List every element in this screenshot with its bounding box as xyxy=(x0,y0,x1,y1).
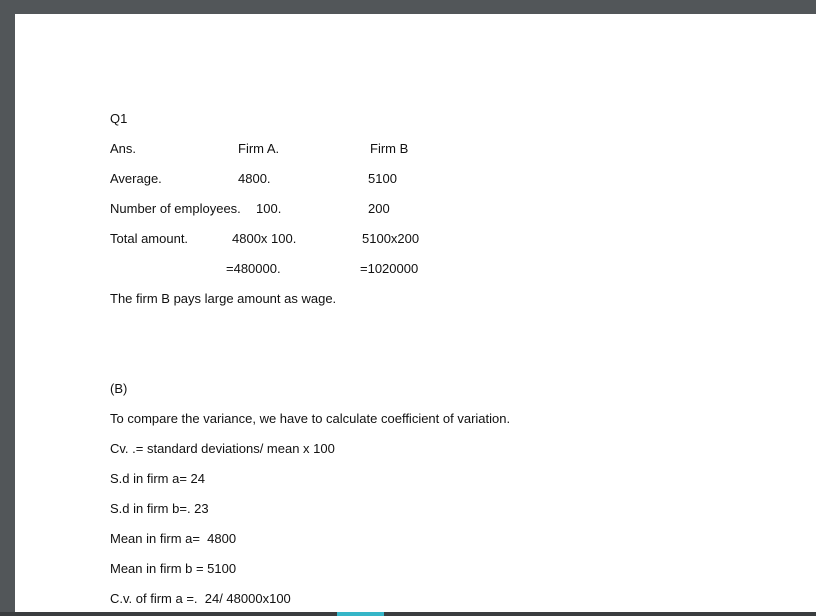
scroll-indicator[interactable] xyxy=(337,612,384,616)
b-heading: (B) xyxy=(110,381,128,396)
b-line-sd-a: S.d in firm a= 24 xyxy=(110,471,206,486)
table-header-label: Ans. xyxy=(110,141,137,156)
table-row-total-label: Total amount. xyxy=(110,231,189,246)
table-row-total-firm-b: 5100x200 xyxy=(362,231,420,246)
table-row-average-firm-b: 5100 xyxy=(368,171,397,186)
viewer-bottom-bar xyxy=(0,612,816,616)
table-row-employees-firm-b: 200 xyxy=(368,201,390,216)
b-line-formula: Cv. .= standard deviations/ mean x 100 xyxy=(110,441,335,456)
table-row-total-firm-a: 4800x 100. xyxy=(232,231,297,246)
table-row-employees-firm-a: 100. xyxy=(256,201,282,216)
b-line-sd-b: S.d in firm b=. 23 xyxy=(110,501,209,516)
table-header-firm-b: Firm B xyxy=(370,141,409,156)
q1-conclusion: The firm B pays large amount as wage. xyxy=(110,291,337,306)
document-page xyxy=(15,14,816,612)
table-row-average-label: Average. xyxy=(110,171,162,186)
table-row-employees-label: Number of employees. xyxy=(110,201,241,216)
table-row-result-firm-a: =480000. xyxy=(226,261,281,276)
b-line-intro: To compare the variance, we have to calculate coefficient of variation. xyxy=(110,411,511,426)
table-row-result-firm-b: =1020000 xyxy=(360,261,419,276)
b-line-mean-b: Mean in firm b = 5100 xyxy=(110,561,237,576)
table-row-average-firm-a: 4800. xyxy=(238,171,271,186)
q1-heading: Q1 xyxy=(110,111,128,126)
b-line-cv-a: C.v. of firm a =. 24/ 48000x100 xyxy=(110,591,291,606)
table-header-firm-a: Firm A. xyxy=(238,141,280,156)
b-line-mean-a: Mean in firm a= 4800 xyxy=(110,531,237,546)
